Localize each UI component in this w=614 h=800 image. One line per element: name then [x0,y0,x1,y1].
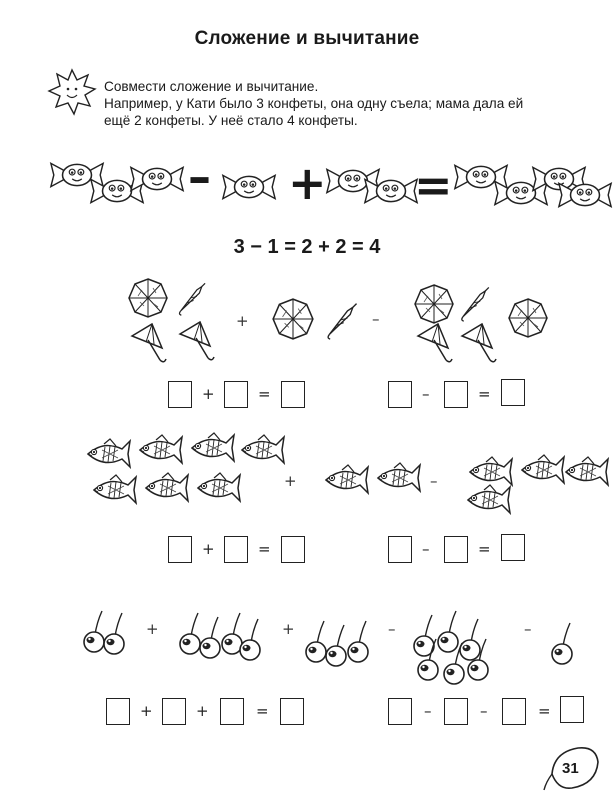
answer-box[interactable] [501,534,525,561]
cherry-icon [236,616,264,662]
fish-icon [182,432,238,464]
plus-sign: + [288,156,327,210]
answer-box[interactable] [162,698,186,725]
plus-sign: + [196,702,209,720]
answer-box[interactable] [106,698,130,725]
equals-sign: = [258,540,271,558]
candy-example [0,0,614,230]
answer-box[interactable] [224,381,248,408]
plus-sign: + [140,702,153,720]
umbrella-icon [458,320,502,364]
candy-icon [556,180,614,210]
answer-box[interactable] [168,536,192,563]
answer-box[interactable] [444,698,468,725]
plus-sign: + [202,540,215,558]
plus-sign: + [284,472,297,490]
fish-icon [84,474,140,506]
answer-box[interactable] [281,381,305,408]
answer-box[interactable] [281,536,305,563]
umbrella-icon [174,280,210,316]
plus-sign: + [282,620,295,638]
cherry-icon [464,636,492,682]
candy-icon [128,164,186,194]
answer-box[interactable] [168,381,192,408]
umbrella-icon [176,318,220,362]
fish-icon [136,472,192,504]
instruction-line: ещё 2 конфеты. У неё стало 4 конфеты. [104,113,358,128]
instruction-line: Совмести сложение и вычитание. [104,79,319,94]
minus-sign: – [388,620,396,638]
answer-box[interactable] [560,696,584,723]
umbrella-icon [322,300,362,340]
equals-sign: = [258,385,271,403]
minus-sign: – [372,310,380,328]
umbrella-icon [414,320,458,364]
minus-sign: – [430,472,438,490]
umbrella-icon [506,296,550,340]
page-number: 31 [562,760,579,777]
cherry-icon [414,636,442,682]
answer-box[interactable] [388,536,412,563]
minus-sign: – [422,540,430,558]
equals-sign: = [478,385,491,403]
equals-sign: = [478,540,491,558]
umbrella-icon [128,320,172,364]
fish-icon [316,464,372,496]
equals-sign: = [256,702,269,720]
instruction-line: Например, у Кати было 3 конфеты, она одну съела; мама дала ей [104,96,524,111]
cherry-icon [344,618,372,664]
equals-sign: = [414,158,453,212]
fish-icon [556,456,612,488]
umbrella-icon [126,276,170,320]
answer-box[interactable] [502,698,526,725]
minus-sign: – [422,385,430,403]
equals-sign: = [538,702,551,720]
plus-sign: + [202,385,215,403]
umbrella-icon [270,296,316,342]
answer-box[interactable] [444,381,468,408]
minus-sign: – [424,702,432,720]
fish-icon [188,472,244,504]
plus-sign: + [146,620,159,638]
minus-sign: – [188,150,211,204]
candy-icon [362,176,420,206]
answer-box[interactable] [501,379,525,406]
answer-box[interactable] [388,381,412,408]
minus-sign: – [524,620,532,638]
answer-box[interactable] [280,698,304,725]
answer-box[interactable] [388,698,412,725]
umbrella-icon [456,284,494,322]
plus-sign: + [236,312,249,330]
example-equation: 3 − 1 = 2 + 2 = 4 [233,236,381,258]
page-title: Сложение и вычитание [194,28,420,49]
minus-sign: – [480,702,488,720]
fish-icon [368,462,424,494]
fish-icon [232,434,288,466]
fish-icon [78,438,134,470]
cherry-icon [548,620,576,666]
fish-icon [130,434,186,466]
answer-box[interactable] [224,536,248,563]
fish-icon [458,484,514,516]
cherry-icon [100,610,128,656]
candy-icon [220,172,278,202]
answer-box[interactable] [444,536,468,563]
answer-box[interactable] [220,698,244,725]
